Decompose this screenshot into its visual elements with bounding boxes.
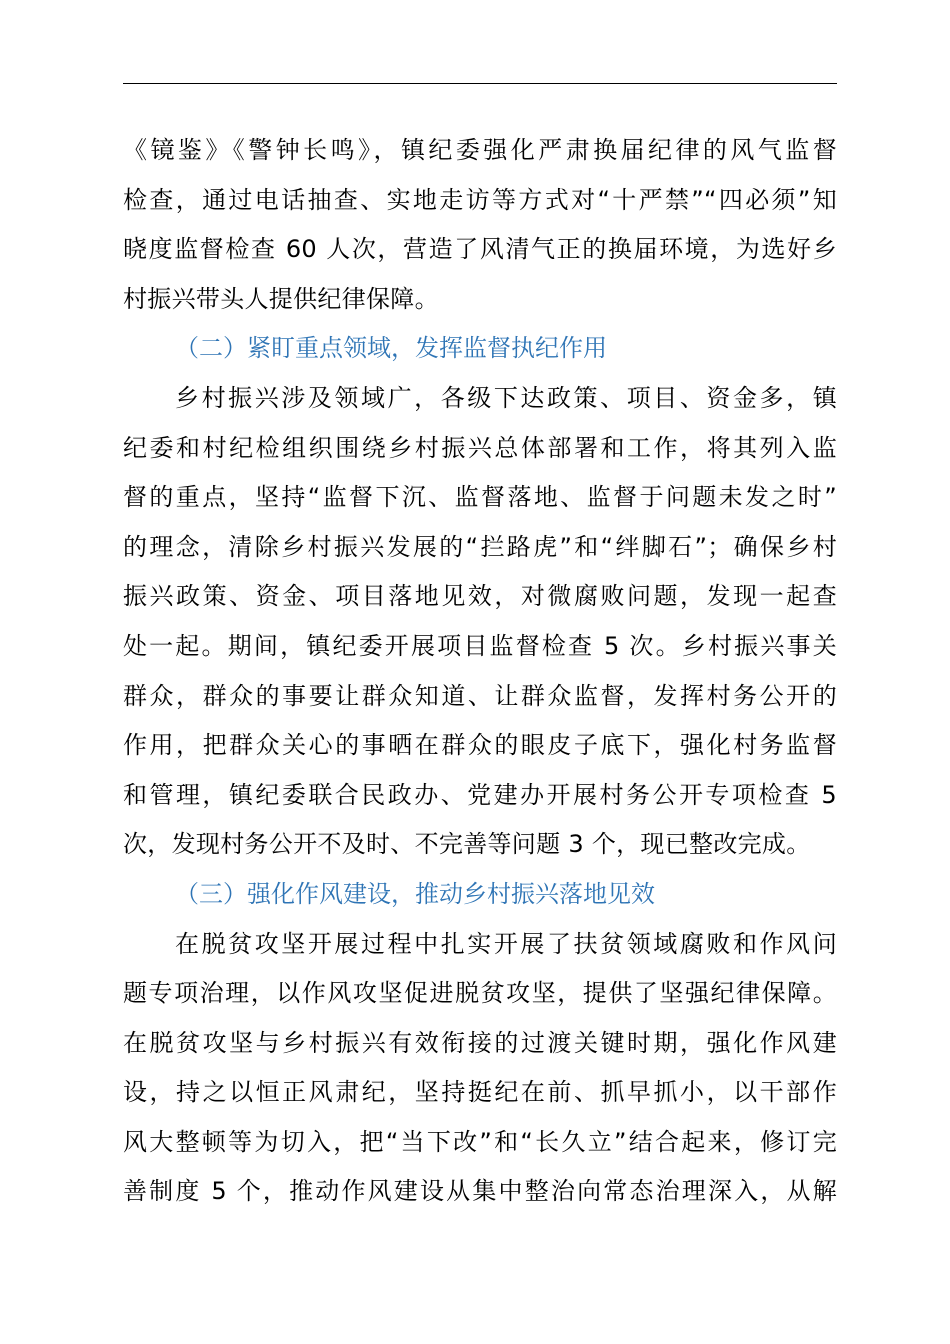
text-line: 设，持之以恒正风肃纪，坚持挺纪在前、抓早抓小，以干部作 xyxy=(123,1078,837,1107)
text-line: 《镜鉴》《警钟长鸣》，镇纪委强化严肃换届纪律的风气监督 xyxy=(123,136,837,164)
text-line: 风大整顿等为切入，把“当下改”和“长久立”结合起来，修订完 xyxy=(123,1127,837,1156)
text-line: 群众，群众的事要让群众知道、让群众监督，发挥村务公开的 xyxy=(123,681,837,710)
text-line: 乡村振兴涉及领域广，各级下达政策、项目、资金多，镇 xyxy=(175,383,837,412)
paragraph xyxy=(123,126,837,324)
document-body xyxy=(123,126,837,1217)
section-heading-text: （二）紧盯重点领域，发挥监督执纪作用 xyxy=(175,334,607,363)
header-rule xyxy=(123,83,837,84)
text-line: 晓度监督检查 60 人次，营造了风清气正的换届环境，为选好乡 xyxy=(123,235,837,264)
text-line: 次，发现村务公开不及时、不完善等问题 3 个，现已整改完成。 xyxy=(123,830,811,859)
section-heading-text: （三）强化作风建设，推动乡村振兴落地见效 xyxy=(175,879,655,908)
text-line: 纪委和村纪检组织围绕乡村振兴总体部署和工作，将其列入监 xyxy=(123,433,837,462)
paragraph xyxy=(123,374,837,870)
text-line: 在脱贫攻坚开展过程中扎实开展了扶贫领域腐败和作风问 xyxy=(175,929,837,958)
text-line: 检查，通过电话抽查、实地走访等方式对“十严禁”“四必须”知 xyxy=(123,185,837,214)
text-line: 的理念，清除乡村振兴发展的“拦路虎”和“绊脚石”；确保乡村 xyxy=(123,532,837,561)
section-heading xyxy=(123,870,837,920)
text-line: 村振兴带头人提供纪律保障。 xyxy=(123,284,439,313)
text-line: 振兴政策、资金、项目落地见效，对微腐败问题，发现一起查 xyxy=(123,582,837,611)
text-line: 作用，把群众关心的事晒在群众的眼皮子底下，强化村务监督 xyxy=(123,731,837,760)
text-line: 善制度 5 个，推动作风建设从集中整治向常态治理深入，从解 xyxy=(123,1177,837,1206)
text-line: 督的重点，坚持“监督下沉、监督落地、监督于问题未发之时” xyxy=(123,483,837,512)
section-heading xyxy=(123,324,837,374)
text-line: 处一起。期间，镇纪委开展项目监督检查 5 次。乡村振兴事关 xyxy=(123,631,837,660)
text-line: 题专项治理，以作风攻坚促进脱贫攻坚，提供了坚强纪律保障。 xyxy=(123,979,837,1008)
text-line: 和管理，镇纪委联合民政办、党建办开展村务公开专项检查 5 xyxy=(123,780,837,809)
paragraph xyxy=(123,920,837,1218)
text-line: 在脱贫攻坚与乡村振兴有效衔接的过渡关键时期，强化作风建 xyxy=(123,1028,837,1057)
